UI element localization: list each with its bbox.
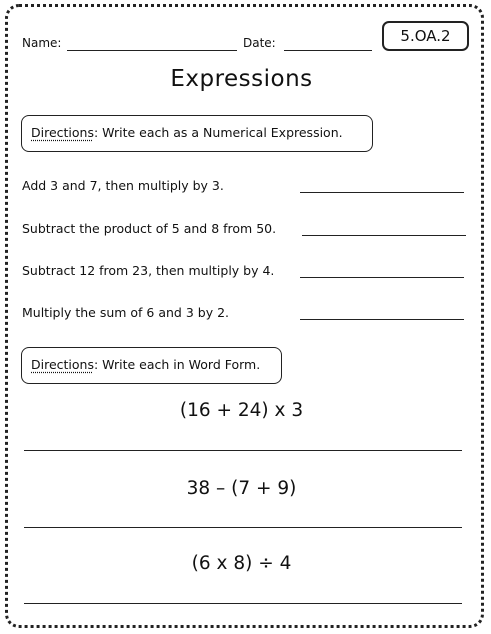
- date-field[interactable]: [284, 50, 372, 51]
- date-label: Date:: [243, 36, 276, 50]
- name-label: Name:: [22, 36, 62, 50]
- expression-1: (16 + 24) x 3: [179, 400, 304, 421]
- prompt-2: Subtract the product of 5 and 8 from 50.: [22, 221, 277, 236]
- directions-word: Directions: [31, 357, 94, 372]
- word-form-line-2[interactable]: [24, 527, 462, 528]
- answer-line-3[interactable]: [300, 277, 464, 278]
- page-title: Expressions: [170, 66, 313, 92]
- word-form-line-1[interactable]: [24, 450, 462, 451]
- directions-box-numerical: [21, 115, 373, 152]
- directions-box-word-form: [21, 347, 282, 384]
- prompt-3: Subtract 12 from 23, then multiply by 4.: [22, 263, 275, 278]
- expression-3: (6 x 8) ÷ 4: [191, 553, 292, 574]
- expression-2: 38 – (7 + 9): [186, 478, 297, 499]
- directions-text: : Write each in Word Form.: [93, 357, 261, 372]
- prompt-4: Multiply the sum of 6 and 3 by 2.: [22, 305, 230, 320]
- directions-word: Directions: [31, 125, 94, 140]
- answer-line-4[interactable]: [300, 319, 464, 320]
- answer-line-2[interactable]: [302, 235, 466, 236]
- standard-badge: 5.OA.2: [382, 21, 469, 51]
- directions-text: : Write each as a Numerical Expression.: [93, 125, 343, 140]
- word-form-line-3[interactable]: [24, 603, 462, 604]
- name-field[interactable]: [67, 50, 237, 51]
- prompt-1: Add 3 and 7, then multiply by 3.: [22, 178, 224, 193]
- answer-line-1[interactable]: [300, 192, 464, 193]
